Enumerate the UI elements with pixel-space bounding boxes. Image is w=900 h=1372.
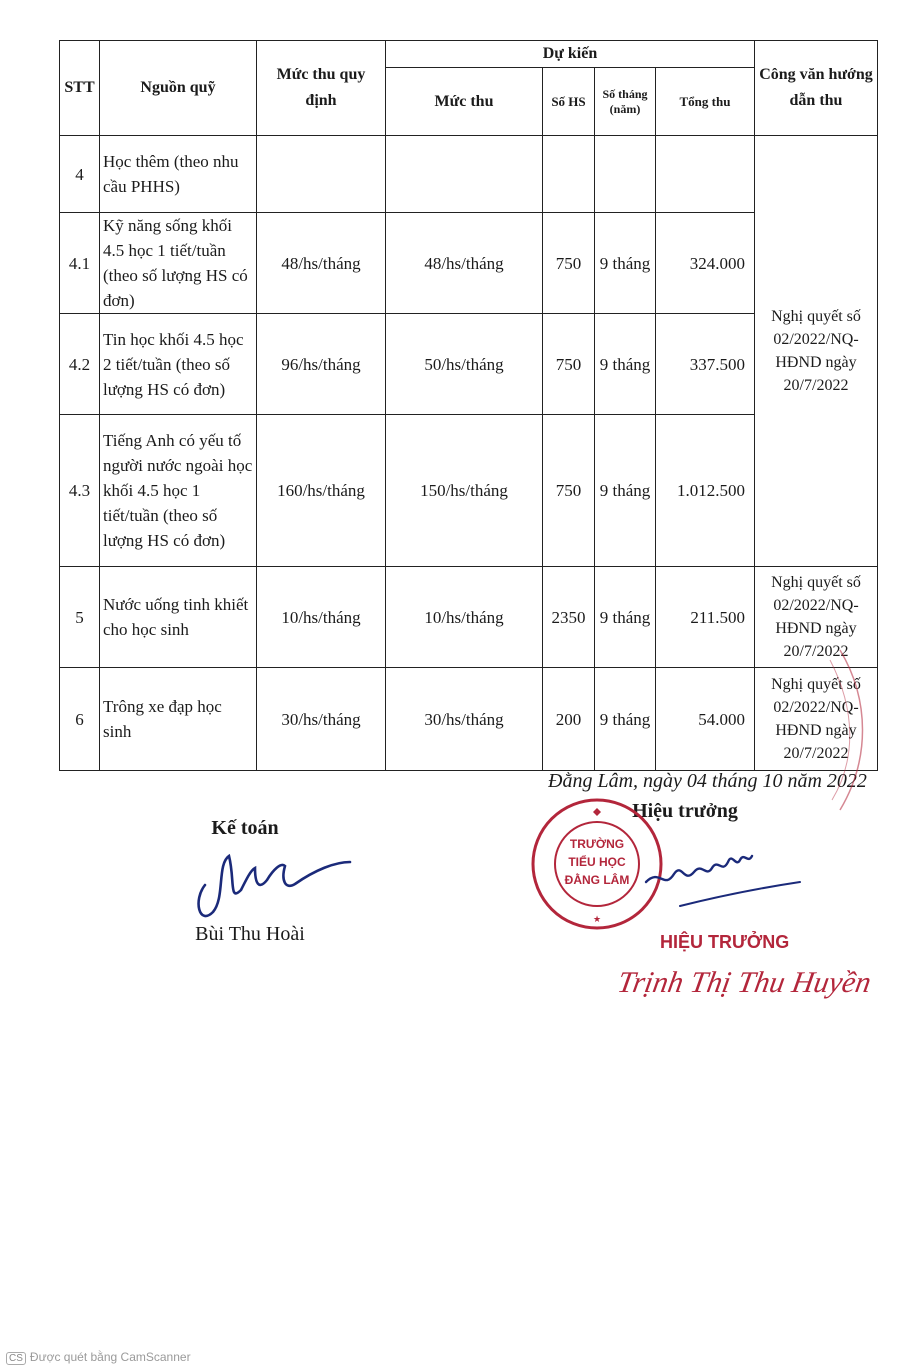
svg-text:TIỂU HỌC: TIỂU HỌC xyxy=(568,855,626,869)
cell-months: 9 tháng xyxy=(595,213,656,314)
stamp-name: Trịnh Thị Thu Huyền xyxy=(615,966,874,999)
cell-doc-row5: Nghị quyết số 02/2022/NQ-HĐND ngày 20/7/2022 xyxy=(755,567,878,668)
cell-total: 337.500 xyxy=(656,314,755,415)
table-row xyxy=(60,668,878,771)
cell-doc-row6: Nghị quyết số 02/2022/NQ-HĐND ngày 20/7/2022 xyxy=(755,668,878,771)
cell-stt: 4.1 xyxy=(60,213,100,314)
cell-students xyxy=(543,136,595,213)
cell-rate: 50/hs/tháng xyxy=(386,314,543,415)
cell-rate: 30/hs/tháng xyxy=(386,668,543,771)
cell-total: 54.000 xyxy=(656,668,755,771)
cell-total: 324.000 xyxy=(656,213,755,314)
header-rate: Mức thu xyxy=(386,68,543,136)
header-fixed-rate: Mức thu quy định xyxy=(257,41,386,136)
cell-stt: 6 xyxy=(60,668,100,771)
cell-months: 9 tháng xyxy=(595,567,656,668)
header-doc: Công văn hướng dẫn thu xyxy=(755,41,878,136)
header-planned: Dự kiến xyxy=(386,41,755,68)
table-row xyxy=(60,567,878,668)
header-stt: STT xyxy=(60,41,100,136)
cell-fixed-rate xyxy=(257,136,386,213)
cell-students: 750 xyxy=(543,213,595,314)
cell-source: Kỹ năng sống khối 4.5 học 1 tiết/tuần (theo số lượng HS có đơn) xyxy=(100,213,257,314)
cell-months: 9 tháng xyxy=(595,668,656,771)
cell-fixed-rate: 30/hs/tháng xyxy=(257,668,386,771)
cell-doc-group4: Nghị quyết số 02/2022/NQ-HĐND ngày 20/7/2022 xyxy=(755,136,878,567)
cell-students: 750 xyxy=(543,314,595,415)
table-row xyxy=(60,136,878,213)
cell-months: 9 tháng xyxy=(595,314,656,415)
cell-stt: 4.3 xyxy=(60,415,100,567)
principal-title: Hiệu trưởng xyxy=(632,800,738,822)
cell-fixed-rate: 48/hs/tháng xyxy=(257,213,386,314)
cell-rate: 150/hs/tháng xyxy=(386,415,543,567)
cell-students: 200 xyxy=(543,668,595,771)
cell-fixed-rate: 10/hs/tháng xyxy=(257,567,386,668)
cell-source: Tiếng Anh có yếu tố người nước ngoài học khối 4.5 học 1 tiết/tuần (theo số lượng HS có đơn) xyxy=(100,415,257,567)
cell-total xyxy=(656,136,755,213)
cell-stt: 4.2 xyxy=(60,314,100,415)
cell-rate: 10/hs/tháng xyxy=(386,567,543,668)
cell-total: 1.012.500 xyxy=(656,415,755,567)
cell-students: 750 xyxy=(543,415,595,567)
header-months: Số tháng (năm) xyxy=(595,68,656,136)
cell-source: Trông xe đạp học sinh xyxy=(100,668,257,771)
cell-fixed-rate: 160/hs/tháng xyxy=(257,415,386,567)
svg-text:★: ★ xyxy=(592,914,602,924)
svg-text:TRƯỜNG: TRƯỜNG xyxy=(569,837,625,851)
scanner-footer xyxy=(6,1350,191,1365)
cell-months xyxy=(595,136,656,213)
cell-source: Tin học khối 4.5 học 2 tiết/tuần (theo số lượng HS có đơn) xyxy=(100,314,257,415)
date-line: Đằng Lâm, ngày 04 tháng 10 năm 2022 xyxy=(548,770,867,792)
cell-rate: 48/hs/tháng xyxy=(386,213,543,314)
header-total: Tổng thu xyxy=(656,68,755,136)
cell-stt: 5 xyxy=(60,567,100,668)
cell-total: 211.500 xyxy=(656,567,755,668)
svg-text:ĐẰNG LÂM: ĐẰNG LÂM xyxy=(564,873,630,887)
fee-table xyxy=(59,40,878,771)
cell-source: Học thêm (theo nhu cầu PHHS) xyxy=(100,136,257,213)
cell-source: Nước uống tinh khiết cho học sinh xyxy=(100,567,257,668)
scanner-text: Được quét bằng CamScanner xyxy=(29,1350,191,1364)
accountant-title: Kế toán xyxy=(211,817,279,839)
principal-signature xyxy=(640,838,810,908)
cell-rate xyxy=(386,136,543,213)
cell-students: 2350 xyxy=(543,567,595,668)
accountant-signature xyxy=(185,840,355,930)
header-source: Nguồn quỹ xyxy=(100,41,257,136)
stamp-title: HIỆU TRƯỞNG xyxy=(660,932,790,952)
cell-months: 9 tháng xyxy=(595,415,656,567)
accountant-name: Bùi Thu Hoài xyxy=(195,923,305,945)
camscanner-icon: CS xyxy=(6,1352,26,1365)
cell-stt: 4 xyxy=(60,136,100,213)
cell-fixed-rate: 96/hs/tháng xyxy=(257,314,386,415)
header-students: Số HS xyxy=(543,68,595,136)
